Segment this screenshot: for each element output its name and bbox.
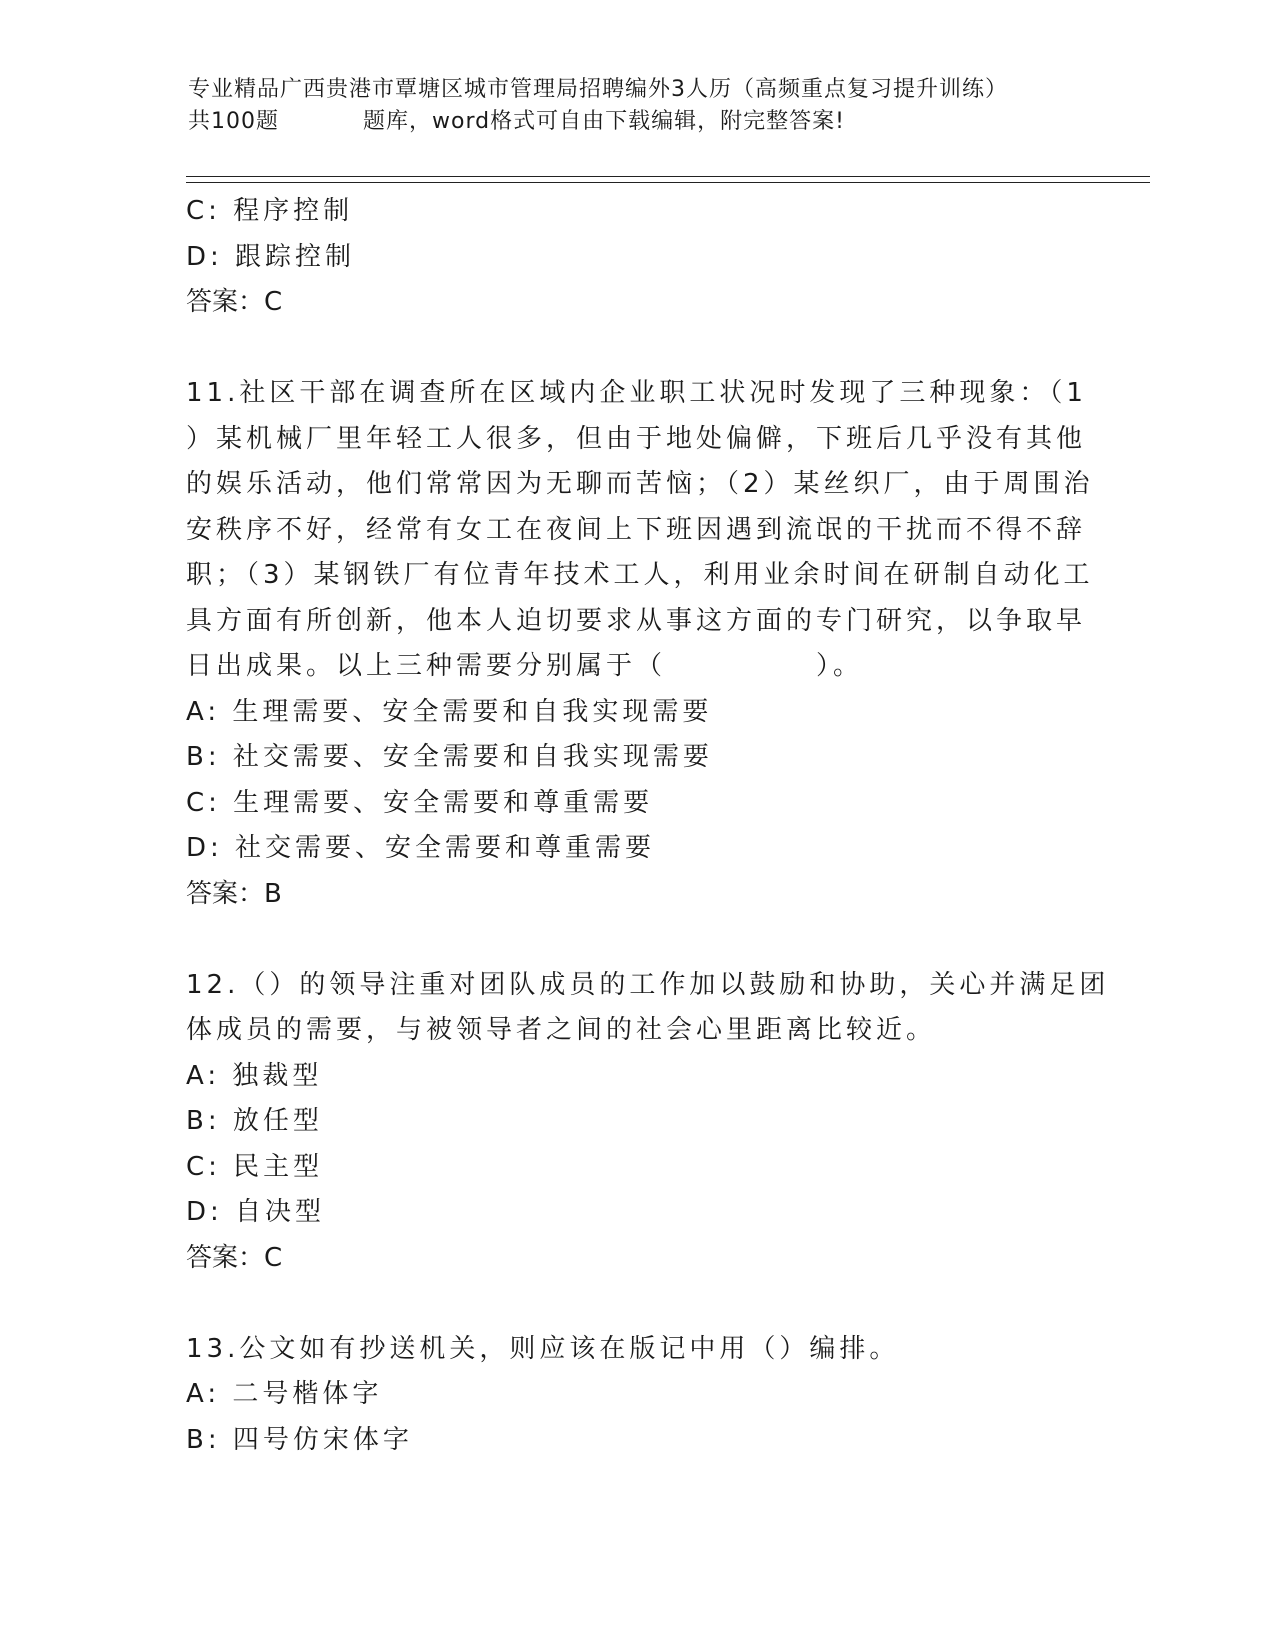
question-12	[186, 963, 1110, 1282]
option-a: A: 生理需要、安全需要和自我实现需要	[186, 696, 713, 727]
header-description: 题库，word格式可自由下载编辑，附完整答案!	[363, 109, 845, 134]
header-line-2	[188, 106, 1148, 138]
question-13	[186, 1327, 1086, 1464]
option-c: C: 生理需要、安全需要和尊重需要	[186, 787, 654, 818]
option-c: C: 程序控制	[186, 196, 354, 226]
option-a: A: 二号楷体字	[186, 1379, 383, 1409]
answer: 答案：C	[186, 287, 283, 317]
question-text-line: 12.（）的领导注重对团队成员的工作加以鼓励和协助，关心并满足团	[186, 969, 1110, 1000]
option-d: D: 自决型	[186, 1197, 326, 1227]
option-a: A: 独裁型	[186, 1060, 323, 1091]
question-text-line: 体成员的需要，与被领导者之间的社会心里距离比较近。	[186, 1015, 937, 1045]
question-11	[186, 371, 1094, 917]
question-text	[186, 371, 1094, 690]
question-list	[186, 189, 1110, 1463]
option-d: D: 社交需要、安全需要和尊重需要	[186, 833, 656, 863]
option-b: B: 社交需要、安全需要和自我实现需要	[186, 742, 713, 772]
question-text-line: 职；（3）某钢铁厂有位青年技术工人，利用业余时间在研制自动化工	[186, 560, 1094, 590]
question-spacer	[186, 917, 1086, 963]
question-text-line: 具方面有所创新，他本人迫切要求从事这方面的专门研究，以争取早	[186, 605, 1087, 636]
header-line-1: 专业精品广西贵港市覃塘区城市管理局招聘编外3人历（高频重点复习提升训练）	[188, 77, 1008, 102]
question-10	[186, 189, 1086, 326]
answer: 答案：C	[186, 1242, 283, 1273]
header-question-count: 共100题	[188, 109, 279, 134]
header-rule-bottom	[186, 182, 1150, 183]
question-text-line: ）某机械厂里年轻工人很多，但由于地处偏僻，下班后几乎没有其他	[186, 423, 1087, 454]
question-text-line: 11.社区干部在调查所在区域内企业职工状况时发现了三种现象：（1	[186, 378, 1087, 408]
question-text-line: 13.公文如有抄送机关，则应该在版记中用（）编排。	[186, 1333, 900, 1364]
document-header	[188, 74, 1148, 138]
option-c: C: 民主型	[186, 1151, 324, 1182]
answer: 答案：B	[186, 878, 282, 909]
header-rule-top	[186, 176, 1150, 177]
question-text	[186, 1327, 1086, 1373]
question-text-line: 安秩序不好，经常有女工在夜间上下班因遇到流氓的干扰而不得不辞	[186, 514, 1087, 545]
option-d: D: 跟踪控制	[186, 241, 356, 272]
question-spacer	[186, 326, 1086, 372]
question-text-line: 的娱乐活动，他们常常因为无聊而苦恼；（2）某丝织厂，由于周围治	[186, 469, 1094, 499]
question-text	[186, 963, 1110, 1054]
question-spacer	[186, 1281, 1086, 1327]
question-text-line: 日出成果。以上三种需要分别属于（ ）。	[186, 651, 864, 681]
option-b: B: 放任型	[186, 1106, 323, 1136]
option-b: B: 四号仿宋体字	[186, 1424, 413, 1455]
